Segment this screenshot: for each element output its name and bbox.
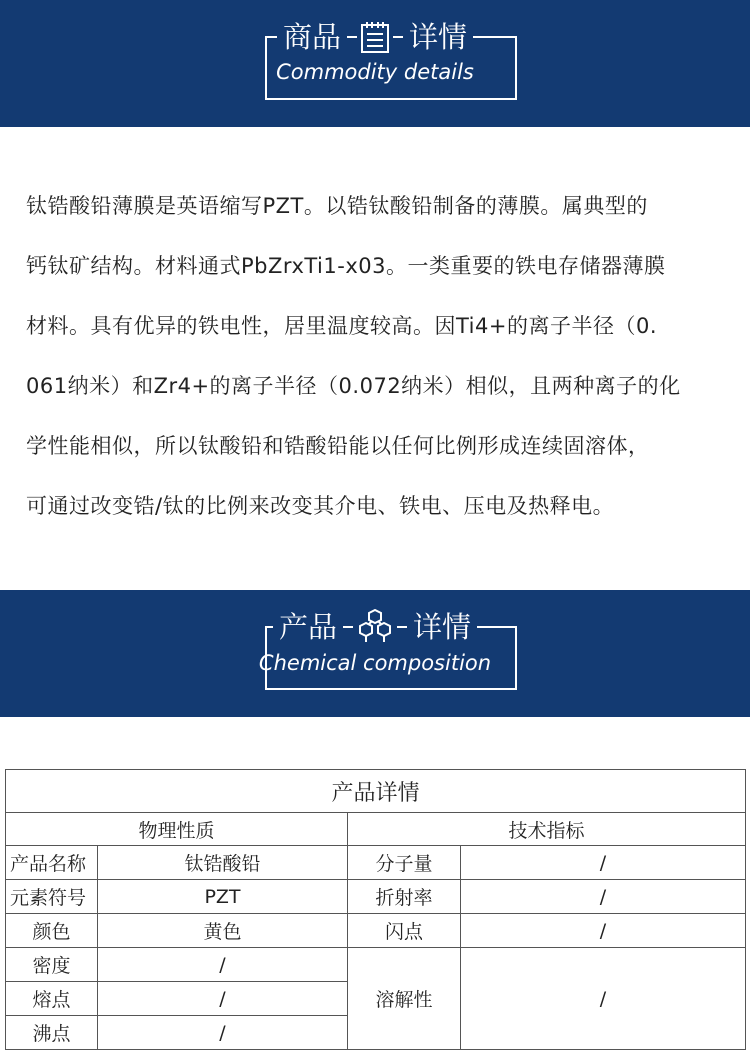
section-title <box>0 604 750 650</box>
table-row <box>6 880 746 914</box>
spec-value: / <box>461 914 746 948</box>
section-title-right: 详情 <box>407 604 477 650</box>
property-value: PZT <box>98 880 348 914</box>
property-value: / <box>98 948 348 982</box>
spec-value: / <box>461 880 746 914</box>
spec-value: / <box>461 846 746 880</box>
table-row <box>6 948 746 982</box>
property-value: 黄色 <box>98 914 348 948</box>
description-line: 材料。具有优异的铁电性，居里温度较高。因Ti4+的离子半径（0. <box>26 314 658 338</box>
property-label: 沸点 <box>6 1016 98 1050</box>
property-label: 熔点 <box>6 982 98 1016</box>
spec-label: 溶解性 <box>348 948 461 1050</box>
spec-label: 折射率 <box>348 880 461 914</box>
section-title <box>0 14 750 60</box>
section-title-left: 产品 <box>273 604 343 650</box>
property-label: 密度 <box>6 948 98 982</box>
molecule-icon <box>353 604 397 650</box>
section-title-right: 详情 <box>403 14 473 60</box>
technical-specs-header: 技术指标 <box>348 813 746 846</box>
table-title: 产品详情 <box>6 770 746 813</box>
table-title-row <box>6 770 746 813</box>
description-line: 钛锆酸铅薄膜是英语缩写PZT。以锆钛酸铅制备的薄膜。属典型的 <box>26 194 648 218</box>
table-row <box>6 846 746 880</box>
product-details-table <box>5 769 746 1050</box>
property-value: / <box>98 1016 348 1050</box>
property-label: 元素符号 <box>6 880 98 914</box>
spec-value: / <box>461 948 746 1050</box>
spec-label: 闪点 <box>348 914 461 948</box>
description-line: 学性能相似，所以钛酸铅和锆酸铅能以任何比例形成连续固溶体， <box>26 434 650 458</box>
property-label: 颜色 <box>6 914 98 948</box>
table-subheader-row <box>6 813 746 846</box>
spec-label: 分子量 <box>348 846 461 880</box>
table-row <box>6 914 746 948</box>
chemical-composition-banner <box>0 590 750 717</box>
description-line: 钙钛矿结构。材料通式PbZrxTi1-x03。一类重要的铁电存储器薄膜 <box>26 254 666 278</box>
product-description <box>26 176 726 536</box>
physical-properties-header: 物理性质 <box>6 813 348 846</box>
section-subtitle: Chemical composition <box>258 651 492 675</box>
commodity-details-banner <box>0 0 750 127</box>
notepad-icon <box>357 14 393 60</box>
property-value: / <box>98 982 348 1016</box>
section-subtitle: Commodity details <box>276 60 474 84</box>
description-line: 061纳米）和Zr4+的离子半径（0.072纳米）相似，且两种离子的化 <box>26 374 681 398</box>
property-value: 钛锆酸铅 <box>98 846 348 880</box>
property-label: 产品名称 <box>6 846 98 880</box>
section-title-left: 商品 <box>277 14 347 60</box>
description-line: 可通过改变锆/钛的比例来改变其介电、铁电、压电及热释电。 <box>26 494 615 518</box>
